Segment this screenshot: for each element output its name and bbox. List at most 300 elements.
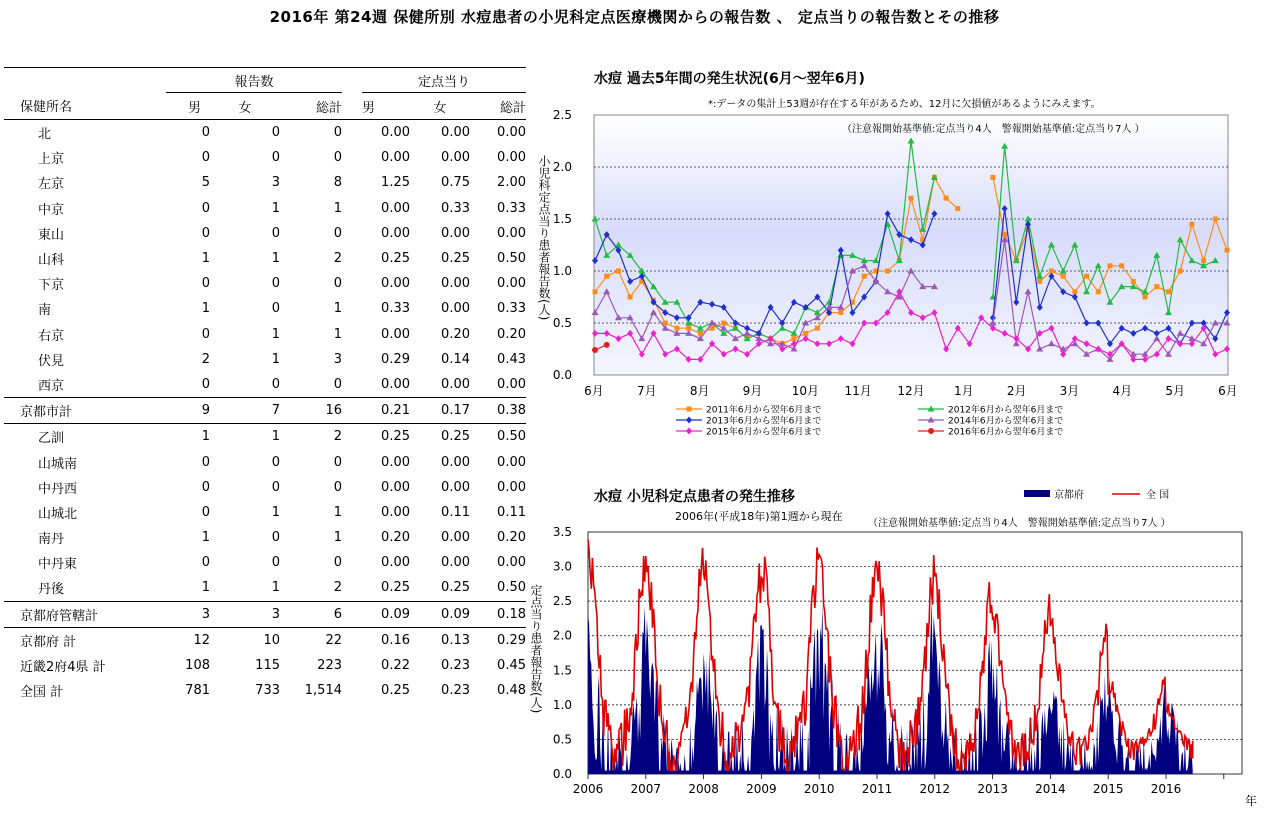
cell-count-f: 0 (271, 555, 280, 571)
cell-count-f: 0 (271, 479, 280, 495)
cell-count-f: 1 (271, 351, 280, 367)
cell-rate-f: 0.00 (441, 225, 470, 241)
cell-count-m: 0 (201, 200, 210, 216)
cell-rate-m: 0.00 (381, 125, 410, 141)
table-row (4, 424, 526, 450)
chart1-point (838, 310, 843, 315)
cell-count-t: 1 (333, 200, 342, 216)
chart2-subtitle: 2006年(平成18年)第1週から現在 (675, 510, 843, 523)
row-name: 中京 (38, 202, 65, 218)
chart1-ytick: 1.5 (552, 212, 572, 226)
table-row (4, 627, 526, 653)
cell-rate-f: 0.00 (441, 376, 470, 392)
row-name: 京都府管轄計 (4, 601, 166, 627)
cell-rate-t: 0.50 (470, 424, 526, 450)
chart1-point (1225, 248, 1230, 253)
row-gap (342, 347, 362, 372)
chart1-ytick: 2.5 (552, 108, 572, 122)
cell-rate-t: 0.33 (497, 200, 526, 216)
cell-rate-f: 0.25 (441, 251, 470, 267)
chart2-xtick: 2009 (746, 782, 777, 796)
row-name: 全国 計 (20, 685, 64, 701)
cell-rate-t: 0.00 (497, 225, 526, 241)
chart1-xtick: 8月 (689, 384, 710, 398)
cell-rate-m: 0.25 (381, 683, 410, 699)
chart2-legend-label-kyoto: 京都府 (1054, 490, 1084, 501)
row-gap (342, 246, 362, 271)
page-title: 2016年 第24週 保健所別 水痘患者の小児科定点医療機関からの報告数 、 定点当りの報告数とその推移 (269, 8, 1000, 26)
row-name: 京都府 計 (4, 627, 166, 653)
cell-rate-m: 0.00 (381, 376, 410, 392)
cell-rate-f: 0.25 (441, 580, 470, 596)
cell-rate-m: 0.33 (381, 301, 410, 317)
cell-count-t: 1 (333, 530, 342, 546)
header-blank (4, 68, 166, 93)
chart1-ylabel: 小児科定点当り患者報告数(人) (537, 155, 551, 321)
chart1-legend-label: 2012年6月から翌年6月まで (948, 405, 1064, 416)
cell-count-m: 1 (201, 251, 210, 267)
table-row (4, 575, 526, 601)
chart2-xtick: 2011 (861, 782, 893, 796)
row-gap (342, 500, 362, 525)
chart1-legend-label: 2011年6月から翌年6月まで (706, 405, 822, 416)
table-row (4, 601, 526, 627)
chart1-xtick: 3月 (1059, 384, 1080, 398)
cell-rate-t: 0.11 (497, 504, 526, 520)
cell-count-f: 7 (210, 398, 280, 424)
cell-rate-t: 0.38 (470, 398, 526, 424)
cell-count-m: 1 (201, 301, 210, 317)
cell-count-t: 0 (333, 376, 342, 392)
cell-count-f: 1 (271, 200, 280, 216)
chart1-xtick: 5月 (1165, 384, 1185, 398)
chart1-ytick: 0.5 (552, 316, 572, 330)
cell-rate-t: 0.00 (497, 479, 526, 495)
cell-rate-m: 0.00 (381, 479, 410, 495)
table-row (4, 271, 526, 296)
table-row (4, 653, 526, 678)
chart2-ytick: 0.0 (552, 767, 572, 781)
table-row (4, 678, 526, 703)
row-name: 京都市計 (4, 398, 166, 424)
chart1-legend-marker (687, 407, 692, 412)
chart1-xtick: 11月 (844, 384, 872, 398)
cell-rate-m: 0.00 (381, 225, 410, 241)
row-name: 北 (38, 127, 52, 143)
cell-count-t: 16 (280, 398, 342, 424)
header-rate-group: 定点当り (362, 68, 526, 93)
cell-rate-t: 0.50 (497, 580, 526, 596)
chart1-footnote: *:データの集計上53週が存在する年があるため、12月に欠損値があるようにみえます。 (708, 99, 1101, 110)
cell-rate-m: 0.25 (381, 251, 410, 267)
row-gap (342, 550, 362, 575)
cell-count-m: 0 (201, 479, 210, 495)
header-rate-female: 女 (410, 93, 470, 120)
cell-rate-f: 0.23 (441, 683, 470, 699)
row-gap (342, 449, 362, 474)
chart1-point (862, 274, 867, 279)
chart1-ytick: 0.0 (552, 368, 572, 382)
cell-rate-f: 0.00 (441, 454, 470, 470)
row-gap (342, 678, 362, 703)
chart1-point (1178, 269, 1183, 274)
row-gap (342, 525, 362, 550)
cell-count-m: 781 (185, 683, 210, 699)
cell-rate-t: 0.50 (497, 251, 526, 267)
chart2-ytick: 2.5 (552, 594, 572, 609)
chart1-point (1084, 274, 1089, 279)
chart1-point (1154, 284, 1159, 289)
cell-count-f: 0 (271, 454, 280, 470)
cell-count-f: 0 (271, 276, 280, 292)
cell-rate-m: 0.25 (381, 580, 410, 596)
row-gap (342, 145, 362, 170)
row-gap (342, 296, 362, 321)
row-name: 東山 (38, 227, 65, 243)
cell-count-m: 1 (166, 424, 210, 450)
cell-count-m: 0 (201, 326, 210, 342)
chart2-ytick: 1.0 (552, 697, 572, 712)
chart1-point (1143, 295, 1148, 300)
cell-count-t: 1 (333, 326, 342, 342)
chart1-point (815, 326, 820, 331)
cell-rate-m: 0.16 (362, 627, 410, 653)
cell-count-m: 0 (201, 125, 210, 141)
chart2-xtick: 2016 (1150, 782, 1182, 796)
chart1-legend-label: 2015年6月から翌年6月まで (706, 427, 822, 438)
row-name: 丹後 (38, 582, 65, 598)
cell-count-t: 0 (333, 454, 342, 470)
chart1-point (592, 347, 598, 353)
table-row (4, 246, 526, 271)
cell-count-m: 0 (201, 504, 210, 520)
chart1-point (944, 196, 949, 201)
cell-count-f: 3 (271, 175, 280, 191)
chart1-point (593, 289, 598, 294)
chart1-xtick: 1月 (954, 384, 974, 398)
cell-count-f: 1 (271, 251, 280, 267)
cell-rate-f: 0.33 (441, 200, 470, 216)
cell-count-m: 3 (166, 601, 210, 627)
chart1-point (1037, 279, 1042, 284)
chart2-ylabel: 定点当り患者報告数(人) (529, 584, 543, 714)
header-gap (342, 68, 362, 93)
cell-count-t: 2 (333, 251, 342, 267)
chart1-point (990, 175, 995, 180)
table-row (4, 120, 526, 146)
chart1-ytick: 2.0 (552, 160, 572, 174)
header-total: 総計 (280, 93, 342, 120)
chart1-legend-label: 2016年6月から翌年6月まで (948, 427, 1064, 438)
table-row (4, 372, 526, 398)
cell-count-t: 1 (333, 301, 342, 317)
cell-rate-t: 0.18 (470, 601, 526, 627)
cell-rate-f: 0.09 (410, 601, 470, 627)
header-rate-male: 男 (362, 93, 410, 120)
row-name: 山科 (38, 253, 65, 269)
row-gap (342, 424, 362, 450)
chart1-threshold-note: （注意報開始基準値:定点当り4人 警報開始基準値:定点当り7人 ） (842, 124, 1145, 135)
table-row (4, 550, 526, 575)
header-rate-total: 総計 (470, 93, 526, 120)
row-name: 近畿2府4県 計 (20, 660, 106, 676)
report-table (4, 67, 526, 703)
chart1-xtick: 2月 (1006, 384, 1027, 398)
cell-count-m: 2 (201, 351, 210, 367)
cell-rate-t: 2.00 (497, 175, 526, 191)
row-gap (342, 653, 362, 678)
cell-rate-m: 0.00 (381, 504, 410, 520)
row-name: 山城北 (38, 506, 78, 522)
cell-rate-t: 0.45 (497, 658, 526, 674)
chart2-ytick: 2.0 (552, 628, 572, 643)
cell-count-f: 10 (210, 627, 280, 653)
chart1-xtick: 6月 (1218, 384, 1238, 398)
row-name: 中丹西 (38, 481, 78, 497)
chart1-point (1107, 263, 1112, 268)
cell-rate-f: 0.75 (441, 175, 470, 191)
header-gap (342, 93, 362, 120)
chart1-legend-label: 2013年6月から翌年6月まで (706, 416, 822, 427)
cell-rate-t: 0.48 (497, 683, 526, 699)
chart1-legend-marker (686, 428, 692, 435)
row-gap (342, 627, 362, 653)
cell-count-m: 0 (201, 225, 210, 241)
chart1-point (710, 326, 715, 331)
cell-rate-f: 0.14 (441, 351, 470, 367)
table-row (4, 475, 526, 500)
cell-count-t: 0 (333, 225, 342, 241)
chart1-point (955, 206, 960, 211)
chart1-legend-marker (928, 428, 934, 434)
chart2-threshold-note: （注意報開始基準値:定点当り4人 警報開始基準値:定点当り7人 ） (868, 518, 1171, 529)
chart1-point (909, 196, 914, 201)
cell-rate-m: 0.00 (381, 276, 410, 292)
chart2-ytick: 3.5 (552, 525, 572, 539)
row-gap (342, 271, 362, 296)
chart1-point (1096, 289, 1101, 294)
row-name: 下京 (38, 278, 65, 294)
cell-rate-f: 0.11 (441, 504, 470, 520)
chart1-svg (530, 100, 1238, 440)
cell-count-f: 3 (210, 601, 280, 627)
cell-count-m: 1 (201, 580, 210, 596)
cell-count-f: 1 (210, 424, 280, 450)
cell-count-t: 0 (333, 276, 342, 292)
cell-count-t: 2 (280, 424, 342, 450)
header-counts-group: 報告数 (166, 68, 342, 93)
chart1-point (604, 342, 610, 348)
cell-rate-f: 0.17 (410, 398, 470, 424)
header-female: 女 (210, 93, 280, 120)
chart1-legend-label: 2014年6月から翌年6月まで (948, 416, 1064, 427)
chart2-ytick: 3.0 (552, 559, 572, 574)
chart1-xtick: 7月 (637, 384, 657, 398)
cell-count-f: 0 (271, 125, 280, 141)
cell-count-t: 0 (333, 125, 342, 141)
cell-count-m: 1 (201, 530, 210, 546)
chart1-point (1213, 217, 1218, 222)
cell-rate-t: 0.00 (497, 276, 526, 292)
row-name: 中丹東 (38, 557, 78, 573)
cell-count-m: 9 (166, 398, 210, 424)
table-header-group (4, 68, 526, 93)
row-gap (342, 372, 362, 398)
cell-count-t: 22 (280, 627, 342, 653)
cell-rate-f: 0.00 (441, 555, 470, 571)
cell-rate-f: 0.00 (441, 479, 470, 495)
cell-rate-m: 0.29 (381, 351, 410, 367)
cell-rate-m: 1.25 (381, 175, 410, 191)
chart1-point (1119, 263, 1124, 268)
chart1-xtick: 12月 (897, 384, 925, 398)
row-gap (342, 601, 362, 627)
row-gap (342, 575, 362, 601)
cell-rate-m: 0.22 (381, 658, 410, 674)
chart1-point (616, 269, 621, 274)
cell-count-m: 0 (201, 276, 210, 292)
cell-count-f: 1 (271, 580, 280, 596)
row-name: 西京 (38, 378, 65, 394)
cell-count-f: 0 (271, 150, 280, 166)
chart2-svg (530, 490, 1269, 812)
chart1-xtick: 9月 (742, 384, 763, 398)
table-header (4, 93, 526, 120)
chart1-point (1189, 222, 1194, 227)
table-row (4, 449, 526, 474)
chart2-xtick: 2008 (688, 782, 719, 796)
chart1-xtick: 4月 (1112, 384, 1133, 398)
row-gap (342, 196, 362, 221)
chart1-point (1166, 289, 1171, 294)
chart2-xtick: 2012 (919, 782, 951, 796)
cell-count-m: 0 (201, 150, 210, 166)
row-name: 南丹 (38, 532, 65, 548)
header-name: 保健所名 (4, 93, 166, 120)
table-row (4, 398, 526, 424)
chart2-xtick: 2013 (977, 782, 1008, 796)
chart1-point (604, 274, 609, 279)
chart1-xtick: 10月 (791, 384, 819, 398)
cell-rate-m: 0.25 (362, 424, 410, 450)
chart2-xtick: 2015 (1092, 782, 1124, 796)
chart1-ytick: 1.0 (552, 264, 572, 278)
table-row (4, 221, 526, 246)
cell-rate-m: 0.00 (381, 454, 410, 470)
table-row (4, 296, 526, 321)
chart2-xlabel: 年 (1245, 794, 1258, 808)
table-row (4, 322, 526, 347)
chart1-legend-marker (686, 417, 692, 424)
row-name: 南 (38, 303, 52, 319)
cell-rate-f: 0.00 (441, 276, 470, 292)
cell-rate-t: 0.00 (497, 555, 526, 571)
cell-rate-f: 0.00 (441, 150, 470, 166)
chart2-legend-label-national: 全 国 (1146, 490, 1170, 501)
cell-count-m: 108 (185, 658, 210, 674)
cell-count-f: 1 (271, 326, 280, 342)
cell-rate-m: 0.20 (381, 530, 410, 546)
chart2-plot-area (588, 532, 1242, 774)
row-gap (342, 170, 362, 195)
chart1-point (885, 269, 890, 274)
cell-rate-m: 0.00 (381, 200, 410, 216)
cell-rate-f: 0.00 (441, 125, 470, 141)
cell-rate-t: 0.43 (497, 351, 526, 367)
row-gap (342, 398, 362, 424)
table-row (4, 347, 526, 372)
cell-rate-m: 0.21 (362, 398, 410, 424)
cell-rate-t: 0.20 (497, 530, 526, 546)
cell-count-t: 6 (280, 601, 342, 627)
cell-count-f: 1 (271, 504, 280, 520)
chart2-xtick: 2010 (803, 782, 835, 796)
cell-rate-f: 0.00 (441, 530, 470, 546)
cell-count-t: 0 (333, 555, 342, 571)
chart2-ytick: 1.5 (552, 663, 572, 678)
cell-count-t: 1 (333, 504, 342, 520)
cell-rate-t: 0.00 (497, 376, 526, 392)
row-name: 伏見 (38, 353, 65, 369)
chart1-point (628, 295, 633, 300)
row-name: 山城南 (38, 456, 78, 472)
cell-count-t: 1,514 (304, 683, 342, 699)
cell-rate-f: 0.23 (441, 658, 470, 674)
header-male: 男 (166, 93, 210, 120)
row-gap (342, 322, 362, 347)
cell-count-t: 0 (333, 150, 342, 166)
table-row (4, 170, 526, 195)
chart2-xtick: 2006 (572, 782, 604, 796)
chart2-title: 水痘 小児科定点患者の発生推移 (594, 489, 795, 505)
cell-rate-f: 0.13 (410, 627, 470, 653)
cell-rate-t: 0.33 (497, 301, 526, 317)
chart2-xtick: 2014 (1035, 782, 1066, 796)
chart1-point (1061, 274, 1066, 279)
table-row (4, 196, 526, 221)
cell-count-f: 0 (271, 225, 280, 241)
cell-count-f: 0 (271, 301, 280, 317)
row-gap (342, 120, 362, 146)
table-row (4, 525, 526, 550)
row-gap (342, 475, 362, 500)
cell-rate-t: 0.20 (497, 326, 526, 342)
cell-rate-f: 0.25 (410, 424, 470, 450)
cell-count-f: 0 (271, 376, 280, 392)
cell-count-t: 2 (333, 580, 342, 596)
row-name: 左京 (38, 177, 65, 193)
chart2-ytick: 0.5 (552, 732, 572, 747)
cell-count-f: 115 (255, 658, 280, 674)
cell-count-m: 0 (201, 376, 210, 392)
cell-count-t: 223 (317, 658, 342, 674)
cell-rate-t: 0.00 (497, 125, 526, 141)
row-name: 右京 (38, 328, 65, 344)
cell-rate-m: 0.00 (381, 555, 410, 571)
cell-count-m: 0 (201, 555, 210, 571)
cell-rate-f: 0.00 (441, 301, 470, 317)
cell-count-f: 733 (255, 683, 280, 699)
row-name: 上京 (38, 152, 65, 168)
cell-rate-t: 0.00 (497, 150, 526, 166)
chart1-title: 水痘 過去5年間の発生状況(6月～翌年6月) (594, 71, 865, 87)
table-row (4, 500, 526, 525)
cell-count-m: 12 (166, 627, 210, 653)
chart1-xtick: 6月 (584, 384, 604, 398)
cell-count-m: 0 (201, 454, 210, 470)
cell-rate-m: 0.00 (381, 150, 410, 166)
cell-count-t: 3 (333, 351, 342, 367)
